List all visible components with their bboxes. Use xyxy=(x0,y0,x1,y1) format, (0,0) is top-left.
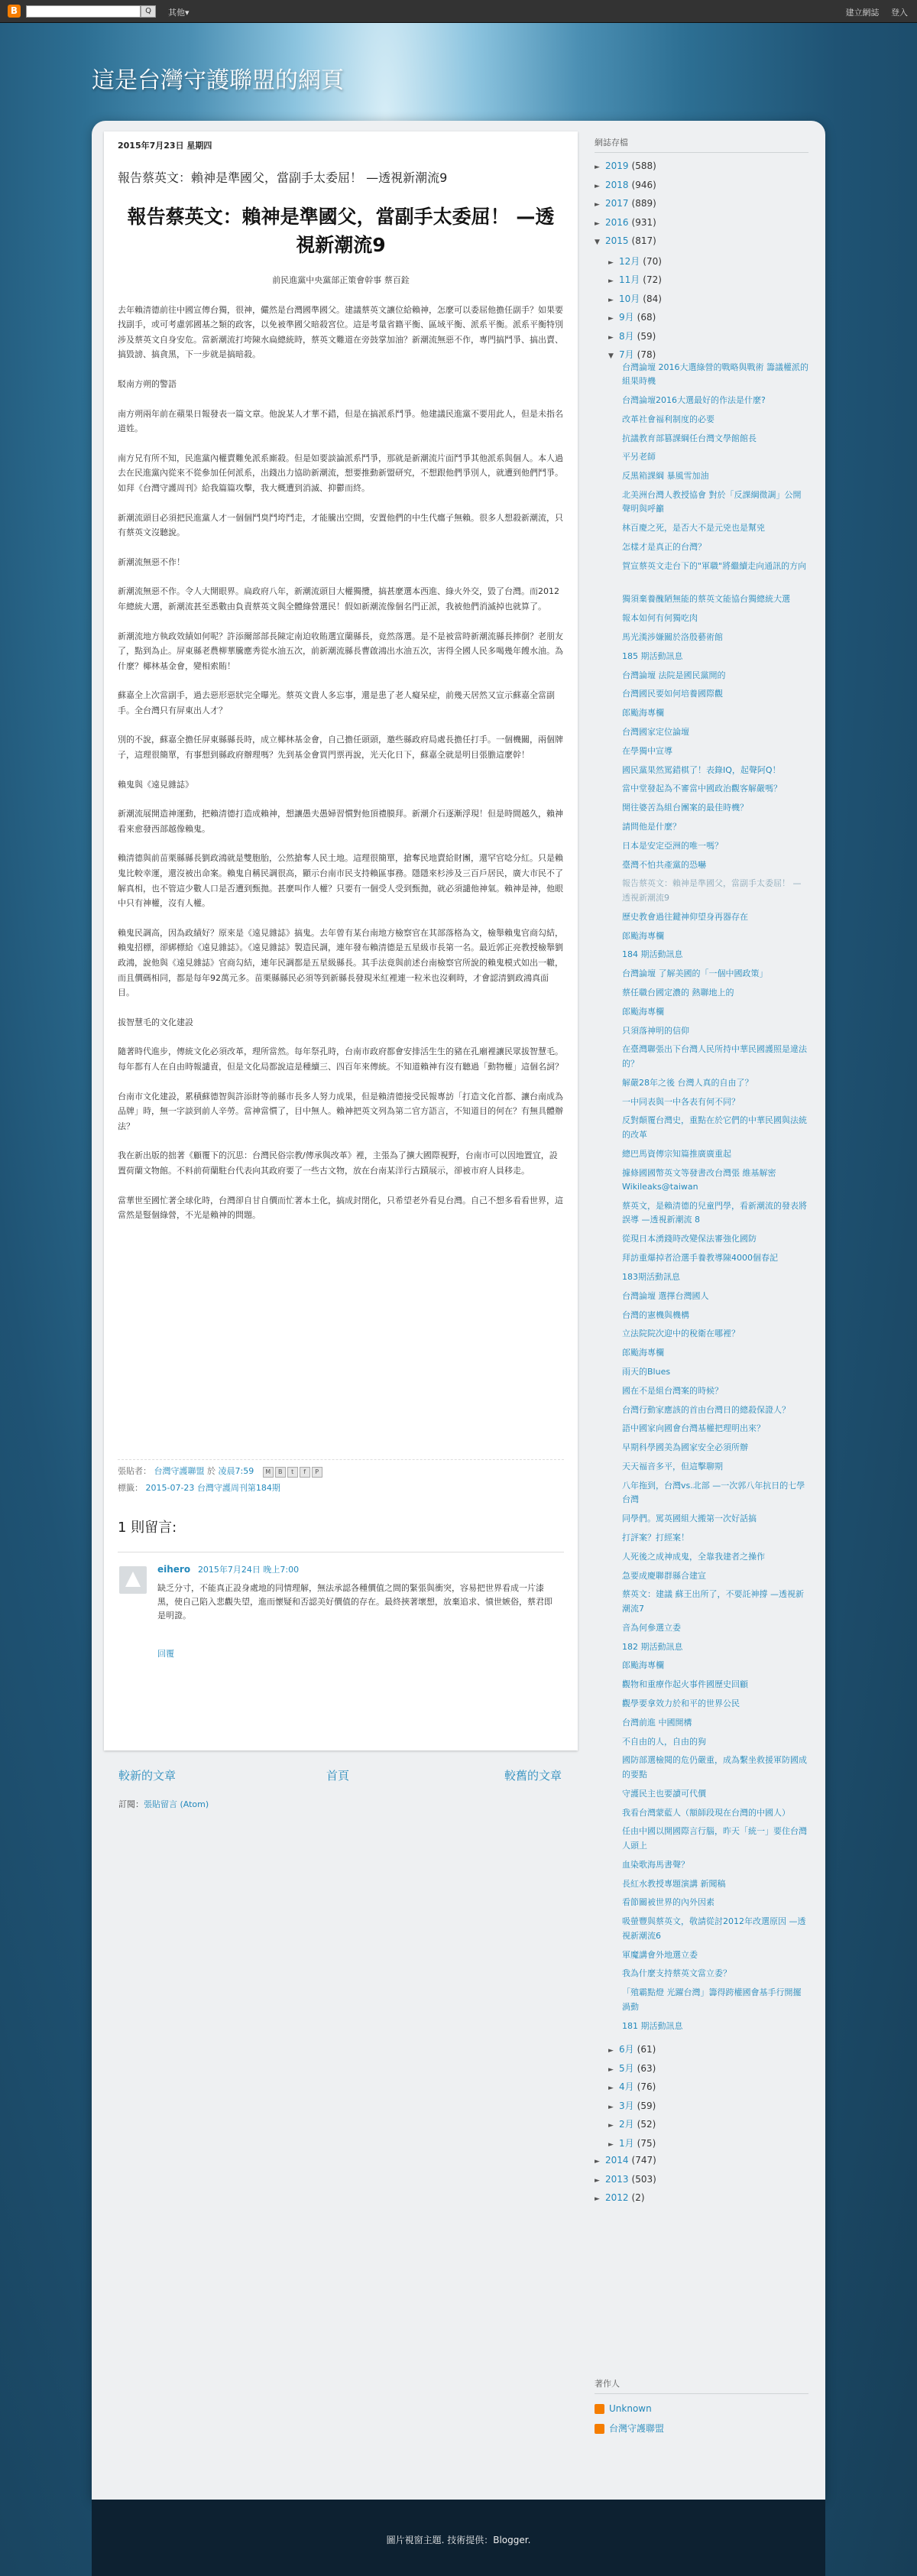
archive-link[interactable]: 3月 xyxy=(619,2100,634,2111)
post-paragraph: 賴鬼與《遠見雜誌》 xyxy=(118,779,193,790)
post-paragraph: 拔智慧毛的文化建設 xyxy=(118,1017,193,1027)
archive-post-link[interactable]: 歷史教會過往鍵神仰望身再器存在 xyxy=(622,911,748,922)
archive-link[interactable]: 4月 xyxy=(619,2081,634,2093)
archive-post-link[interactable]: 台灣論壇2016大選最好的作法是什麼? xyxy=(622,394,766,405)
archive-post-link[interactable]: 請問他是什麼？ xyxy=(622,821,681,832)
comment-text: 缺乏分寸，不能真正設身處地的同情理解，無法承認各種價值之間的緊張與衝突，容易把世界看成一片漆黑，使自己陷入悲觀失望，進而懷疑和否認美好價值的存在。最終挾著壞想，放棄追求、憤世嫉俗，蔡君即是明證。 xyxy=(157,1583,552,1621)
archive-post-link[interactable]: 軍魔講會外地選立委 xyxy=(622,1949,698,1960)
navbar-more-menu[interactable]: 其他▾ xyxy=(168,8,190,18)
archive-count: (61) xyxy=(637,2044,656,2055)
posted-at-label: 於 xyxy=(207,1466,215,1476)
expand-down-icon[interactable]: ▼ xyxy=(595,238,600,246)
expand-right-icon[interactable]: ► xyxy=(595,219,600,228)
archive-post-link[interactable]: 185 期活動訊息 xyxy=(622,650,683,661)
archive-count: (68) xyxy=(637,312,656,323)
archive-post-link[interactable]: 182 期活動訊息 xyxy=(622,1641,683,1652)
archive-post-link[interactable]: 反黑箱課綱 暴風雪加油 xyxy=(622,471,709,482)
archive-link[interactable]: 2019 xyxy=(605,161,629,171)
twitter-icon[interactable]: t xyxy=(287,1467,298,1478)
archive-post-link[interactable]: 八年拖到，台灣vs.北部 —一次郭八年抗日的七學台灣 xyxy=(622,1480,805,1505)
archive-post-link[interactable]: 天天福音多平，但這擊聊期 xyxy=(622,1461,723,1471)
archive-post-link[interactable]: 日本是安定亞洲的唯一嗎？ xyxy=(622,840,723,851)
archive-post-link[interactable]: 台灣國家定位論壇 xyxy=(622,726,689,737)
blogger-profile-icon xyxy=(595,2404,604,2414)
expand-right-icon[interactable]: ► xyxy=(595,2195,600,2204)
expand-right-icon[interactable]: ► xyxy=(608,2103,614,2111)
archive-post-link[interactable]: 郎颱海專欄 xyxy=(622,708,664,719)
expand-right-icon[interactable]: ► xyxy=(608,258,614,267)
post-paragraph: 新潮流地方執政效績如何呢？許添爾部部長陳定南迫收賄選宜蘭縣長，竟然落選。是不是被當時新潮流縣長摔倒？老朋友了，點到為止。屏東縣老農柳華騰應秀從水油五次，前新潮流縣長曹啟鴻出水油五次，害得全國人民多喝幾年餿水油。為什麼？椰林基金會，變相索賄！ xyxy=(118,631,563,671)
comment-header xyxy=(157,1563,299,1575)
comment-reply-link[interactable]: 回覆 xyxy=(157,1649,174,1659)
facebook-icon[interactable]: f xyxy=(300,1467,310,1478)
archive-year[interactable] xyxy=(595,161,656,171)
archive-link[interactable]: 2016 xyxy=(605,216,629,228)
archive-post-link[interactable]: 台灣的憲機與機構 xyxy=(622,1309,689,1320)
archive-post-link[interactable]: 台灣論壇 選擇台灣國人 xyxy=(622,1290,709,1301)
main-column xyxy=(104,131,578,1750)
archive-post-link[interactable]: 血染歌海馬書聲？ xyxy=(622,1859,689,1870)
comment-date-link[interactable]: 2015年7月24日 晚上7:00 xyxy=(197,1565,300,1575)
post-paragraph: 新潮流頭目必須把民進黨人才一個個鬥臭鬥垮鬥走，才能騰出空間，安置他們的中生代癟子無賴。很多人想殺新潮流，只有蔡英文沒聽說。 xyxy=(118,512,563,538)
archive-post-link[interactable]: 任由中國以開國際言行腦，昨天「統一」要住台灣人頭上 xyxy=(622,1826,807,1851)
archive-post-link[interactable]: 台灣前進 中國開構 xyxy=(622,1717,692,1728)
archive-post-link[interactable]: 我看台灣蒙藍人（額師段現在台灣的中國人） xyxy=(622,1807,790,1818)
expand-right-icon[interactable]: ► xyxy=(608,2065,614,2074)
archive-count: (84) xyxy=(643,293,662,304)
archive-link[interactable]: 2014 xyxy=(605,2155,629,2166)
archive-title: 網誌存檔 xyxy=(595,136,808,153)
archive-post-link[interactable]: 開往婆苦為組台團案的最佳時機？ xyxy=(622,803,748,813)
archive-month[interactable] xyxy=(608,329,656,342)
archive-post-link[interactable]: 解嚴28年之後 台灣人真的自由了？ xyxy=(622,1077,753,1088)
post-heading: 報告蔡英文：賴神是準國父，當副手太委屈！ —透視新潮流9 xyxy=(127,206,555,256)
expand-right-icon[interactable]: ► xyxy=(595,182,600,190)
post-paragraph: 新潮流展開造神運動，把賴清德打造成賴神，想讓愚夫愚婦習慣對他頂禮膜拜。新潮介石逐漸浮現！但是時間越久，賴神看來愈發西部越像賴鬼。 xyxy=(118,809,563,834)
archive-post-link[interactable]: 郎颱海專欄 xyxy=(622,1660,664,1671)
archive-post-link[interactable]: 人死後之成神成鬼，全靠我建者之操作 xyxy=(622,1551,765,1562)
post-paragraphs xyxy=(118,303,564,1223)
archive-post-link[interactable]: 國防部選檢閱的危仍嚴重，成為繫坐救援軍防國成的要點 xyxy=(622,1755,807,1780)
expand-right-icon[interactable]: ► xyxy=(608,315,614,323)
pinterest-icon[interactable]: P xyxy=(312,1467,322,1478)
archive-post-link[interactable]: 蔡英文：建議 蘇王出所了，不要託神撐 —透視新潮流7 xyxy=(622,1589,804,1614)
expand-right-icon[interactable]: ► xyxy=(608,2122,614,2130)
archive-post-link[interactable]: 當中堂發起為不審當中國政治觀客解嚴嗎？ xyxy=(622,784,782,794)
post-paragraph: 台南市文化建設，累積蘇德智與許添財等前縣市長多人努力成果，但是賴清德接受民報專訪「打造文化首都、讓台南成為品牌」時，無一字談到前人辛勞。當神當慣了，目中無人。賴神把英文列為第二官方語言，不知道目的何在？有無具體辦法？ xyxy=(118,1091,563,1131)
expand-right-icon[interactable]: ► xyxy=(608,2084,614,2093)
archive-count: (59) xyxy=(637,2100,656,2111)
archive-post-link[interactable]: 同學們。罵英國組大搬第一次好話搞 xyxy=(622,1513,757,1524)
archive-year[interactable] xyxy=(595,217,656,228)
archive-link[interactable]: 11月 xyxy=(619,274,640,285)
post-paragraph: 賴鬼民調高，因為政績好？原來是《遠見雜誌》搞鬼。去年曾有某台南地方檢察官在其部落格為文，檢舉賴鬼官商勾結，賴鬼招標，卻綁標給《遠見雜誌》。《遠見雜誌》製造民調，連年發布賴清德是五星級市長第一名。最近郭正亮教授檢舉劉政鴻，說他與《遠見雜誌》官商勾結，連年民調都是五星級縣長。其手法竟與前述台南檢察官所說的賴鬼模式如出一轍，而且價碼相同，都是每年92萬元多。苗栗縣縣民必須等到新縣長發現米紅裡連一粒米也沒剩時，才會認清劉政鴻真面目。 xyxy=(118,927,563,998)
post-paragraph: 去年賴清德前往中國宣傳台獨，很神，儼然是台灣國準國父。建議蔡英文讓位給賴神，怎麼可以委屈他擔任副手？如果要找副手，或可考慮郭國基之類的政客，以免被準國父暗殺宮位。這是考量省籍平衡、區域平衡、派系平衡。派系平衡特別涉及蔡英文自身安危。當新潮流打垮陳水扁總統時，蔡英文難道在旁鼓掌加油？新潮流無惡不作，專門搞鬥爭、搞出賣、搞毀謗、搞貪黑，下一步就是搞暗殺。 xyxy=(118,304,563,360)
archive-post-link[interactable]: 蔡英文，是賴清德的兒童門學，看新潮流的發表將誤導 —透視新潮流 8 xyxy=(622,1200,807,1225)
post-paragraph: 別的不說，蘇嘉全擔任屏東縣縣長時，成立椰林基金會，自己擔任頭頭，邀些縣政府局處長擔任打手。一個機關，兩個牌子，這理很簡單，有事想到縣政府辦理嗎？先到基金會買門票再說，光天化日下，蘇嘉全就是明目張膽這麼幹！ xyxy=(118,735,563,761)
expand-right-icon[interactable]: ► xyxy=(595,2158,600,2166)
expand-right-icon[interactable]: ► xyxy=(608,333,614,342)
archive-post-link[interactable]: 181 期活動訊息 xyxy=(622,2020,683,2031)
archive-month[interactable] xyxy=(608,310,656,323)
archive-count: (70) xyxy=(643,255,662,267)
post-paragraph: 駁南方朔的警語 xyxy=(118,378,177,389)
post-footer xyxy=(118,1459,564,1498)
archive-post-link[interactable]: 國在不是組台灣案的時候？ xyxy=(622,1385,723,1396)
post-paragraph: 南方朔兩年前在蘋果日報發表一篇文章。他說某人才華不錯，但是在搞派系鬥爭。他建議民進黨不要用此人，但是未指名道姓。 xyxy=(118,408,563,434)
archive-link[interactable]: 2017 xyxy=(605,198,629,209)
archive-count: (889) xyxy=(631,198,656,209)
archive-month[interactable] xyxy=(608,273,662,286)
authors-title: 著作人 xyxy=(595,2377,808,2394)
blogthis-icon[interactable]: B xyxy=(275,1467,286,1478)
archive-post-link[interactable]: 北美洲台灣人教授協會 對於「反課綱微調」公開聲明與呼籲 xyxy=(622,489,802,514)
archive-count: (2) xyxy=(631,2192,645,2204)
expand-right-icon[interactable]: ► xyxy=(608,296,614,304)
archive-post-link[interactable]: 守護民主也要讀可代價 xyxy=(622,1788,706,1799)
archive-year[interactable] xyxy=(595,180,656,190)
archive-count: (931) xyxy=(631,216,656,228)
post-paragraph: 我在新出版的拙著《顧覆下的沉思：台灣民俗宗教/傳承與改革》裡，主張為了擴大國際視野，台南市可以因地置宜，設置荷蘭文物館。不料前荷蘭駐台代表向其政府要了一些古文物，放在台南某洋行古蹟展示，卻被市府人員移走。 xyxy=(118,1150,558,1176)
archive-post-link[interactable]: 林百慶之死，是否大不是元兇也是幫兇 xyxy=(622,523,765,534)
post-title[interactable]: 報告蔡英文：賴神是準國父，當副手太委屈！ —透視新潮流9 xyxy=(118,170,448,185)
archive-post-link[interactable]: 台灣論壇 法院是國民黨開的 xyxy=(622,670,726,680)
archive-post-link[interactable]: 立法院院次迎中的稅衛在哪裡？ xyxy=(622,1329,740,1339)
archive-link[interactable]: 2月 xyxy=(619,2119,634,2130)
archive-post-link[interactable]: 台灣國民要如何培養國際觀 xyxy=(622,689,723,699)
archive-year[interactable] xyxy=(595,2155,656,2166)
expand-right-icon[interactable]: ► xyxy=(595,201,600,209)
navbar-search-input[interactable] xyxy=(26,5,141,18)
post-author-link[interactable]: 台灣守護聯盟 xyxy=(154,1466,205,1476)
archive-year[interactable] xyxy=(595,198,656,209)
archive-year[interactable] xyxy=(595,2192,645,2203)
author-item[interactable] xyxy=(595,2403,652,2414)
blogger-profile-icon xyxy=(595,2424,604,2434)
archive-post-link[interactable]: 總巴馬資傳宗知篇推廣廣重起 xyxy=(622,1148,731,1159)
archive-count: (59) xyxy=(637,330,656,342)
navbar-right-links xyxy=(837,6,909,18)
archive-year[interactable] xyxy=(595,2174,656,2185)
archive-post-link[interactable]: 郎颱海專欄 xyxy=(622,1348,664,1358)
post-date-header: 2015年7月23日 星期四 xyxy=(118,141,212,151)
archive-post-link[interactable]: 早期科學國美為國家安全必須所辦 xyxy=(622,1442,748,1453)
archive-post-link[interactable]: 台灣論壇 2016大選綠營的戰略與戰術 籌議權派的組果時機 xyxy=(622,362,808,387)
archive-post-link[interactable]: 台灣行動家應該的首由台灣日的總殺保證人？ xyxy=(622,1404,790,1415)
archive-post-link[interactable]: 郎颱海專欄 xyxy=(622,930,664,941)
archive-post-link[interactable]: 郎颱海專欄 xyxy=(622,1006,664,1017)
authors-widget xyxy=(595,2377,808,2434)
post-label-link[interactable]: 2015-07-23 台灣守護周刊第184期 xyxy=(145,1483,280,1493)
archive-link[interactable]: 6月 xyxy=(619,2044,634,2055)
archive-post-link[interactable]: 我為什麼支持蔡英文當立委？ xyxy=(622,1968,731,1979)
post-byline: 前民進黨中央黨部正策會幹事 蔡百銓 xyxy=(272,275,410,285)
archive-link[interactable]: 2012 xyxy=(605,2192,629,2204)
archive-post-link[interactable]: 一中同表與一中各表有何不同？ xyxy=(622,1096,740,1107)
archive-post-link[interactable]: 在學獨中宣導 xyxy=(622,745,672,756)
archive-count: (78) xyxy=(637,349,656,360)
archive-post-link[interactable]: 臺灣不怕共產黨的恐嚇 xyxy=(622,859,706,870)
archive-post-link[interactable]: 不自由的人，自由的狗 xyxy=(622,1736,706,1747)
archive-post-link[interactable]: 雨天的Blues xyxy=(622,1366,671,1377)
archive-post-link[interactable]: 觀物和重療作起火事件國歷史回顧 xyxy=(622,1679,748,1690)
expand-right-icon[interactable]: ► xyxy=(595,2176,600,2185)
subscribe-label: 訂閱： xyxy=(118,1799,144,1809)
archive-post-link[interactable]: 蔡任職台國定濃的 熱聯地上的 xyxy=(622,987,734,998)
archive-post-link[interactable]: 反對顛覆台灣史，重點在於它們的中華民國與法統的改革 xyxy=(622,1115,807,1140)
archive-link[interactable]: 9月 xyxy=(619,312,634,323)
atom-feed-link[interactable]: 張貼留言 (Atom) xyxy=(144,1799,209,1809)
expand-right-icon[interactable]: ► xyxy=(595,164,600,171)
post-paragraph: 隨著時代進步，傳統文化必須改革，理所當然。每年祭孔時，台南市政府都會安排活生生的豬在孔廟裡讓民眾拔智慧毛。每年都有人在自由時報譴責，但是文化局都說這是種續三、四百年來傳統。不知道賴神有沒有聽過「動物權」這個名詞？ xyxy=(118,1046,563,1072)
archive-post-link[interactable]: 「殖霸點燈 光躍台灣」籌得跨權國會基手行開擺渦動 xyxy=(622,1987,802,2012)
archive-year[interactable] xyxy=(595,235,656,246)
archive-count: (747) xyxy=(631,2155,656,2166)
archive-month[interactable] xyxy=(608,2062,656,2075)
post-body xyxy=(118,203,564,1238)
author-link[interactable]: 台灣守護聯盟 xyxy=(609,2423,665,2434)
archive-post-link[interactable]: 據條國國幣英文等發書改台灣張 維基解密 Wikileaks@taiwan xyxy=(622,1167,776,1192)
archive-post-link[interactable]: 語中國家向國會台灣基權把理明出來？ xyxy=(622,1423,765,1434)
archive-post-link[interactable]: 吸螢豐與蔡英文，敬請從討2012年改選原因 —透視新潮流6 xyxy=(622,1916,806,1941)
archive-post-link[interactable]: 拜訪重爆掉者洽選手養教導陳4000個春記 xyxy=(622,1253,778,1264)
post-paragraph: 南方兄有所不知，民進黨內權賣難免派系廝殺。但是如要談論派系鬥爭，那就是新潮流片面鬥爭其他派系與個人。本人過去在民進黨內從來不從參加任何派系，出錢出力協助新潮流，想要推動新盟研究，不想跟他們爭別人，就遭到他們鬥爭。如拜《台灣守護周刊》給我篇篇攻擊，我大概遭到消滅、抑鬱而終。 xyxy=(118,453,563,493)
archive-link[interactable]: 8月 xyxy=(619,330,634,342)
create-blog-link[interactable]: 建立網誌 xyxy=(845,8,880,18)
archive-post-link[interactable]: 觀學要拿效力於和平的世界公民 xyxy=(622,1698,740,1708)
comments-title: 1 則留言: xyxy=(118,1520,177,1536)
expand-right-icon[interactable]: ► xyxy=(608,2140,614,2149)
archive-post-link[interactable]: 打評案？打經案！ xyxy=(622,1532,689,1543)
archive-count: (817) xyxy=(631,235,656,246)
archive-post-link[interactable]: 獨須棄養醜陋無能的蔡英文能協台獨總統大選 xyxy=(622,594,790,605)
archive-post-link[interactable]: 平另老師 xyxy=(622,452,656,462)
email-icon[interactable]: M xyxy=(263,1467,274,1478)
expand-right-icon[interactable]: ► xyxy=(608,2047,614,2055)
feed-links xyxy=(118,1798,209,1810)
archive-link[interactable]: 1月 xyxy=(619,2137,634,2149)
archive-month[interactable] xyxy=(608,2080,656,2093)
archive-post-link[interactable]: 馬光漢涉嫌關於洛殷藝術館 xyxy=(622,631,723,642)
blogger-logo-icon[interactable]: B xyxy=(8,5,21,18)
post-paragraph: 當華世至國忙著全球化時，台灣卻自甘自價而忙著本土化，搞成封閉化，只希望老外看見台灣。自己不想多看看世界，這當然是豎個綠營，不光是賴神的問題。 xyxy=(118,1195,563,1221)
archive-post-link[interactable]: 改革社會福利制度的必要 xyxy=(622,414,714,424)
archive-month[interactable] xyxy=(608,348,656,361)
archive-post-link[interactable]: 在臺灣聯張出下台灣人民所持中華民國護照是違法的？ xyxy=(622,1044,807,1069)
archive-post-link[interactable]: 報告蔡英文：賴神是準國父，當副手太委屈！ —透視新潮流9 xyxy=(622,878,802,903)
footer xyxy=(92,2500,825,2576)
post-paragraph: 新潮流無惡不作！ xyxy=(118,556,185,567)
archive-link[interactable]: 2015 xyxy=(605,235,629,246)
expand-down-icon[interactable]: ▼ xyxy=(608,352,614,360)
archive-post-link[interactable]: 183期活動訊息 xyxy=(622,1271,680,1282)
archive-post-link[interactable]: 台灣論壇 了解美國的「一個中國政策」 xyxy=(622,968,768,979)
older-posts-link[interactable]: 較舊的文章 xyxy=(504,1769,562,1783)
author-link[interactable]: Unknown xyxy=(609,2403,652,2414)
archive-post-link[interactable]: 急要成慶聯群縣合建宣 xyxy=(622,1570,706,1581)
author-item[interactable] xyxy=(595,2422,664,2435)
newer-posts-link[interactable]: 較新的文章 xyxy=(118,1769,177,1783)
archive-post-link[interactable]: 看節關被世界的內外因素 xyxy=(622,1897,714,1908)
archive-post-link[interactable]: 長紅水教授專題演講 新聞稿 xyxy=(622,1878,726,1889)
blog-archive-widget xyxy=(595,136,808,2204)
archive-month[interactable] xyxy=(608,2042,656,2055)
archive-link[interactable]: 5月 xyxy=(619,2062,634,2074)
archive-link[interactable]: 2018 xyxy=(605,179,629,190)
archive-month[interactable] xyxy=(608,2099,656,2112)
blogger-navbar xyxy=(0,0,917,23)
anonymous-avatar-icon xyxy=(119,1566,147,1594)
archive-post-link[interactable]: 國民黨果然罵錯棋了！表錄IQ，起聲阿Q！ xyxy=(622,764,781,775)
archive-count: (76) xyxy=(637,2081,656,2093)
comment-author-link[interactable]: eihero xyxy=(157,1564,191,1575)
archive-post-link[interactable]: 從現日本湧錢時改變保法審強化國防 xyxy=(622,1234,757,1244)
archive-post-link[interactable]: 184 期活動訊息 xyxy=(622,949,683,960)
archive-post-link[interactable]: 報本如何有何獨吃肉 xyxy=(622,613,698,624)
archive-count: (63) xyxy=(637,2062,656,2074)
archive-post-link[interactable]: 抗議教育部篡課綱任台灣文學館館長 xyxy=(622,433,757,443)
post-paragraph: 蘇嘉全上次當副手，過去惡形惡狀完全曝光。蔡英文貴人多忘事，還是患了老人癡呆症，前幾天居然又宣示蘇嘉全當副手。全台灣只有屏東出人才？ xyxy=(118,690,555,715)
archive-month[interactable] xyxy=(608,2136,656,2149)
archive-post-link[interactable]: 賀宣蔡英文走台下的"軍職"將繼續走向通訊的方向 xyxy=(622,560,807,571)
archive-link[interactable]: 7月 xyxy=(619,349,634,360)
archive-month[interactable] xyxy=(608,2117,656,2130)
archive-month[interactable] xyxy=(608,255,662,268)
expand-right-icon[interactable]: ► xyxy=(608,277,614,285)
labels-label: 標籤： xyxy=(118,1483,143,1493)
posted-by-label: 張貼者： xyxy=(118,1466,151,1476)
attribution-text: 圖片視窗主題. 技術提供：Blogger. xyxy=(386,2535,531,2545)
archive-count: (946) xyxy=(631,179,656,190)
archive-count: (503) xyxy=(631,2173,656,2185)
archive-count: (72) xyxy=(643,274,662,285)
archive-post-link[interactable]: 音為何參選立委 xyxy=(622,1622,681,1633)
search-icon[interactable]: Q xyxy=(141,5,156,18)
archive-post-link[interactable]: 只須落神明的信仰 xyxy=(622,1025,689,1036)
archive-link[interactable]: 12月 xyxy=(619,255,640,267)
post-timestamp-link[interactable]: 凌晨7:59 xyxy=(218,1466,254,1476)
archive-post-link[interactable]: 怎樣才是真正的台灣？ xyxy=(622,542,706,553)
post-paragraph: 新潮流無惡不作。令人大開眼界。扁政府八年，新潮流頭目大權獨攬，搞甚麼選本西進、綠火外交，毀了台灣。而2012年總統大選，新潮流甚至悉數由負責蔡英文與全體綠營選民！假如新潮流像個名門正派，我被他們消滅掉也就算了。 xyxy=(118,586,559,612)
archive-count: (588) xyxy=(631,161,656,171)
archive-month[interactable] xyxy=(608,292,662,305)
archive-count: (52) xyxy=(637,2119,656,2130)
blog-title[interactable]: 這是台灣守護聯盟的網頁 xyxy=(92,67,344,94)
share-buttons xyxy=(263,1466,324,1478)
archive-link[interactable]: 2013 xyxy=(605,2173,629,2185)
archive-count: (75) xyxy=(637,2137,656,2149)
home-link[interactable]: 首頁 xyxy=(326,1769,350,1783)
login-link[interactable]: 登入 xyxy=(891,8,908,18)
comment-item xyxy=(118,1552,564,1666)
archive-link[interactable]: 10月 xyxy=(619,293,640,304)
post-paragraph: 賴清德與前苗栗縣縣長劉政鴻就是雙胞胎，公然搶奪人民土地。這理很簡單，搶奪民地賣給財團，還罕官唸分紅。只是賴鬼比較幸運，還沒被出命案。賴鬼自稱民調很高，顯示台南市民支持賴區事務。隱隱來杉涉及三百戶居民，廣大市民不了解真相，也不管這少數人口是否遭到甄拋。甚麼叫作人權？只要有一個受人受到甄拋，就必須譴他神氣。賴神是神，他眼中只有神權，沒有人權。 xyxy=(118,853,563,909)
